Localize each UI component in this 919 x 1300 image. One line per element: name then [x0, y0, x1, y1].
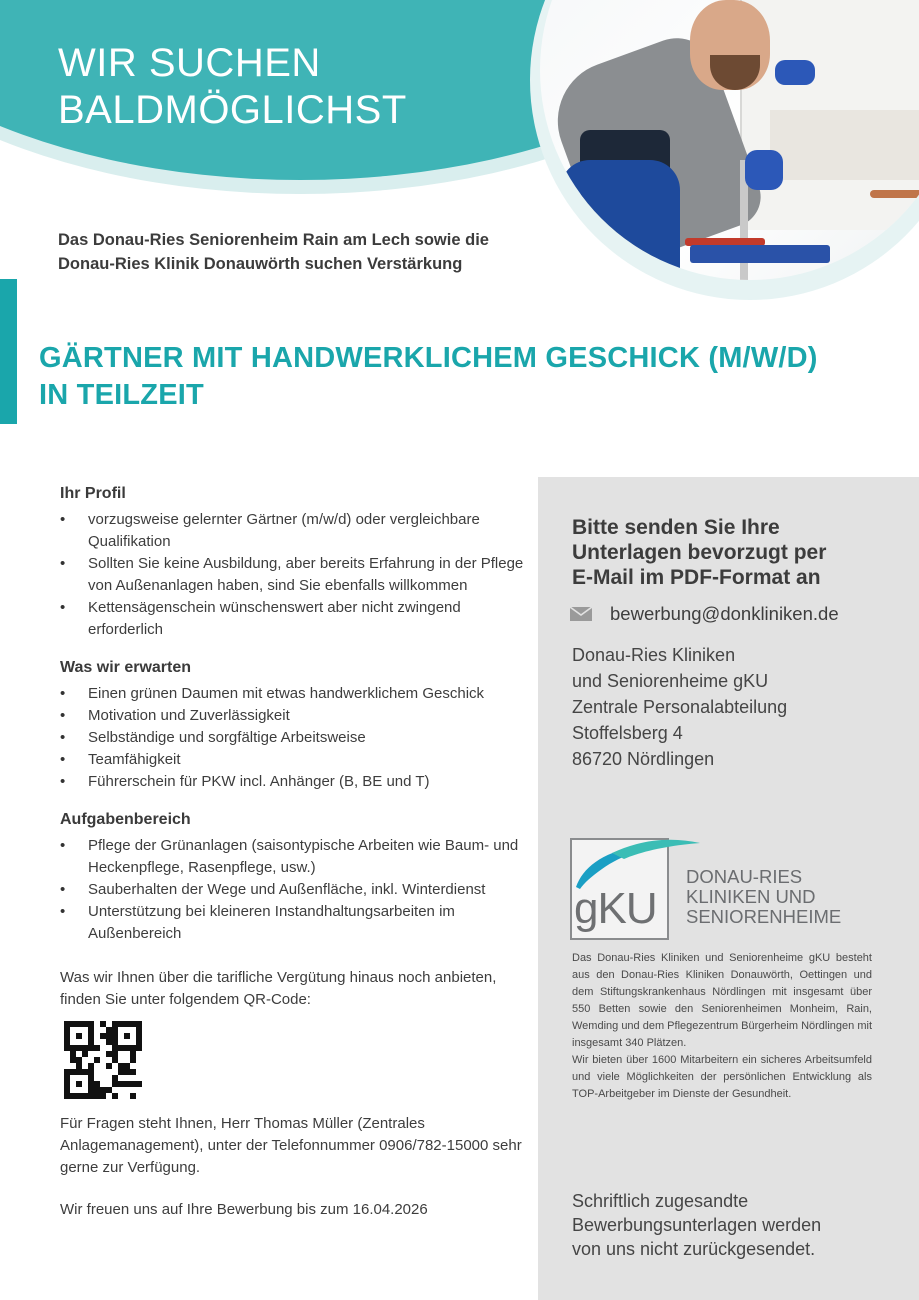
address-line: Stoffelsberg 4 [572, 723, 683, 743]
pipe-shape [870, 190, 919, 198]
deadline-text: Wir freuen uns auf Ihre Bewerbung bis zum 16.04.2026 [60, 1201, 428, 1218]
list-item: • Pflege der Grünanlagen (saisontypische Arbeiten wie Baum- und Heckenpflege, Rasenpflege, usw.) [60, 835, 530, 879]
job-title [39, 340, 818, 414]
list-item: • Sollten Sie keine Ausbildung, aber bereits Erfahrung in der Pflege von Außenanlagen haben, sind Sie ebenfalls willkommen [60, 553, 530, 597]
list-item: • Selbständige und sorgfältige Arbeitsweise [60, 727, 530, 749]
list-item: • Teamfähigkeit [60, 749, 530, 771]
header-photo [530, 0, 919, 300]
cta-line: E-Mail im PDF-Format an [572, 566, 821, 589]
section-expectations [60, 659, 530, 793]
list-item: • Motivation und Zuverlässigkeit [60, 705, 530, 727]
logo-wordmark [686, 867, 841, 927]
logo-line: SENIORENHEIME [686, 906, 842, 927]
glove-shape [745, 150, 783, 190]
email-link[interactable]: bewerbung@donkliniken.de [610, 603, 839, 624]
list-item: • Unterstützung bei kleineren Instandhaltungsarbeiten im Außenbereich [60, 901, 530, 945]
application-sidebar [538, 477, 919, 1300]
notice-line: Schriftlich zugesandte [572, 1191, 749, 1211]
about-paragraph: Das Donau-Ries Kliniken und Seniorenheime gKU besteht aus den Donau-Ries Kliniken Donauwörth, Oettingen und dem Stiftungskrankenhaus Nördlingen mit insgesamt über 550 Betten sowie den Seniorenheimen Monheim, Rain, Wemding und dem Pflegezentrum Bürgerheim Nördlingen mit insgesamt 340 Plätzen. [572, 952, 872, 1049]
section-heading: Was wir erwarten [60, 659, 192, 676]
cta-line: Unterlagen bevorzugt per [572, 541, 827, 564]
address-line: 86720 Nördlingen [572, 749, 715, 769]
intro-line-1: Das Donau-Ries Seniorenheim Rain am Lech sowie die [58, 231, 489, 249]
list-item: • Kettensägenschein wünschenswert aber nicht zwingend erforderlich [60, 597, 530, 641]
logo-mark: gKU [574, 884, 657, 933]
photo-worker-boiler [540, 0, 919, 280]
about-organisation [572, 950, 872, 1103]
postal-address [572, 642, 787, 772]
contact-text: Für Fragen steht Ihnen, Herr Thomas Müller (Zentrales Anlagemanagement), unter der Telefonnummer 0906/782-15000 sehr gerne zur Verfügung. [60, 1115, 522, 1176]
boiler-panel-shape [770, 110, 919, 180]
intro-line-2: Donau-Ries Klinik Donauwörth suchen Verstärkung [58, 255, 463, 273]
headline-line-1: WIR SUCHEN [58, 41, 321, 85]
headline [58, 40, 407, 134]
section-heading: Aufgabenbereich [60, 811, 191, 828]
intro-text [58, 228, 489, 276]
job-title-line-2: IN TEILZEIT [39, 379, 204, 411]
email-row [570, 603, 839, 625]
list-item: • Einen grünen Daumen mit etwas handwerklichem Geschick [60, 683, 530, 705]
envelope-icon [570, 607, 592, 621]
headline-line-2: BALDMÖGLICHST [58, 88, 407, 132]
job-title-line-1: GÄRTNER MIT HANDWERKLICHEM GESCHICK (M/W/D) [39, 342, 818, 374]
section-profile [60, 485, 530, 641]
list-item: • Sauberhalten der Wege und Außenfläche, inkl. Winterdienst [60, 879, 530, 901]
qr-code[interactable] [64, 1021, 142, 1099]
address-line: und Seniorenheime gKU [572, 671, 769, 691]
accent-bar [0, 279, 17, 424]
list-item: • vorzugsweise gelernter Gärtner (m/w/d) oder vergleichbare Qualifikation [60, 509, 530, 553]
bullet-list [60, 835, 530, 945]
logo-swoosh-icon [572, 829, 702, 889]
job-details [60, 485, 530, 1221]
return-notice [572, 1189, 821, 1261]
notice-line: von uns nicht zurückgesendet. [572, 1239, 816, 1259]
bullet-list [60, 509, 530, 641]
list-item: • Führerschein für PKW incl. Anhänger (B, BE und T) [60, 771, 530, 793]
section-heading: Ihr Profil [60, 485, 126, 502]
application-cta [572, 515, 826, 590]
address-line: Donau-Ries Kliniken [572, 645, 736, 665]
bullet-list [60, 683, 530, 793]
gku-logo [570, 835, 860, 940]
logo-line: DONAU-RIES [686, 866, 803, 887]
about-paragraph: Wir bieten über 1600 Mitarbeitern ein sicheres Arbeitsumfeld und viele Möglichkeiten der persönlichen Entwicklung als TOP-Arbeitgeber im Dienste der Gesundheit. [572, 1054, 872, 1100]
worker-overall-shape [560, 160, 680, 280]
notice-line: Bewerbungsunterlagen werden [572, 1215, 822, 1235]
glove-shape [775, 60, 815, 85]
tool-tray-shape [690, 245, 830, 263]
benefits-text: Was wir Ihnen über die tarifliche Vergütung hinaus noch anbieten, finden Sie unter folgendem QR-Code: [60, 969, 497, 1008]
logo-line: KLINIKEN UND [686, 886, 816, 907]
address-line: Zentrale Personalabteilung [572, 697, 788, 717]
section-tasks [60, 811, 530, 945]
cta-line: Bitte senden Sie Ihre [572, 516, 780, 539]
